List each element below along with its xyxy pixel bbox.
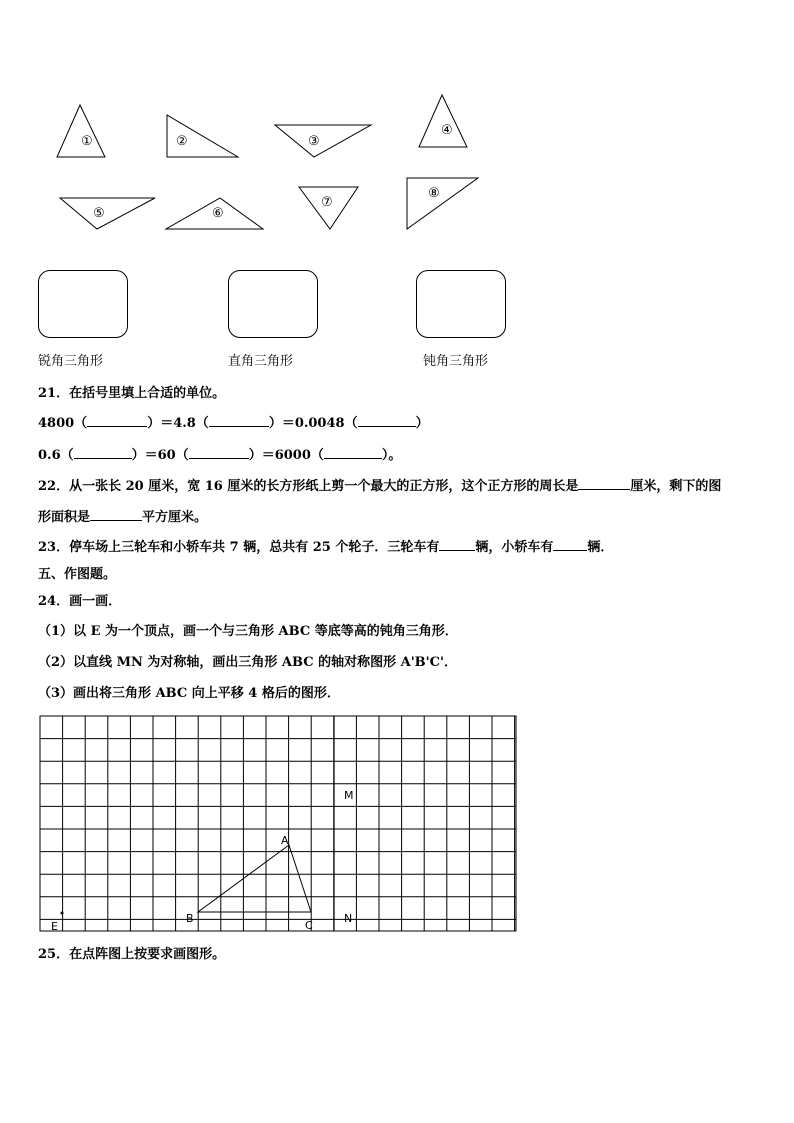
q21-title: 21．在括号里填上合适的单位。 [38,386,226,401]
q23-blank-tricycles[interactable] [439,550,475,551]
triangle-5 [60,198,155,229]
triangle-4 [419,95,467,147]
q24-title: 24．画一画． [38,594,122,609]
section-5-title: 五、作图题。 [38,567,117,582]
grid-label-c: C [305,919,313,932]
grid-label-n: N [344,912,353,925]
q25-title: 25．在点阵图上按要求画图形。 [38,947,226,962]
grid-label-a: A [281,834,289,847]
q21-blank-4[interactable] [74,458,132,459]
q22-line2: 形面积是 平方厘米。 [38,510,208,525]
right-box[interactable] [228,270,318,338]
right-label: 直角三角形 [228,354,294,369]
triangle-label-7: ⑦ [321,195,333,210]
q24-sub2: （2）以直线 MN 为对称轴，画出三角形 ABC 的轴对称图形 A'B'C'． [38,655,457,670]
acute-box[interactable] [38,270,128,338]
triangle-label-2: ② [176,134,188,149]
grid-label-b: B [186,912,194,925]
q23: 23．停车场上三轮车和小轿车共 7 辆，总共有 25 个轮子．三轮车有 辆，小轿车有 辆． [38,540,614,555]
q21-line1: 4800（ ）＝4.8（ ）＝0.0048（ ） [38,416,429,431]
q21-blank-5[interactable] [189,458,249,459]
q22-blank-area[interactable] [90,520,142,521]
triangle-8 [407,178,478,229]
acute-label: 锐角三角形 [38,354,104,369]
triangles-figure [0,0,794,400]
q22-line1: 22．从一张长 20 厘米，宽 16 厘米的长方形纸上剪一个最大的正方形，这个正方形的周长是 厘米，剩下的图 [38,479,722,494]
q21-blank-3[interactable] [358,426,416,427]
q21-line2: 0.6（ ）＝60（ ）＝6000（ ）。 [38,448,402,463]
triangle-label-8: ⑧ [428,186,440,201]
q21-blank-2[interactable] [209,426,269,427]
q23-blank-cars[interactable] [553,550,587,551]
obtuse-box[interactable] [416,270,506,338]
q24-sub1: （1）以 E 为一个顶点，画一个与三角形 ABC 等底等高的钝角三角形． [38,624,458,639]
grid-border [40,716,516,931]
q21-blank-6[interactable] [324,458,382,459]
obtuse-label: 钝角三角形 [423,354,489,369]
q24-sub3: （3）画出将三角形 ABC 向上平移 4 格后的图形． [38,686,340,701]
triangle-label-4: ④ [441,123,453,138]
triangle-label-3: ③ [308,134,320,149]
grid-label-e: E [51,920,58,933]
triangle-label-6: ⑥ [212,206,224,221]
point-e [61,912,64,915]
q22-blank-perimeter[interactable] [578,489,630,490]
q21-blank-1[interactable] [87,426,147,427]
triangle-label-5: ⑤ [93,206,105,221]
triangle-abc [198,845,311,912]
triangle-label-1: ① [81,134,93,149]
triangle-3 [275,125,371,157]
grid-label-m: M [344,789,354,802]
